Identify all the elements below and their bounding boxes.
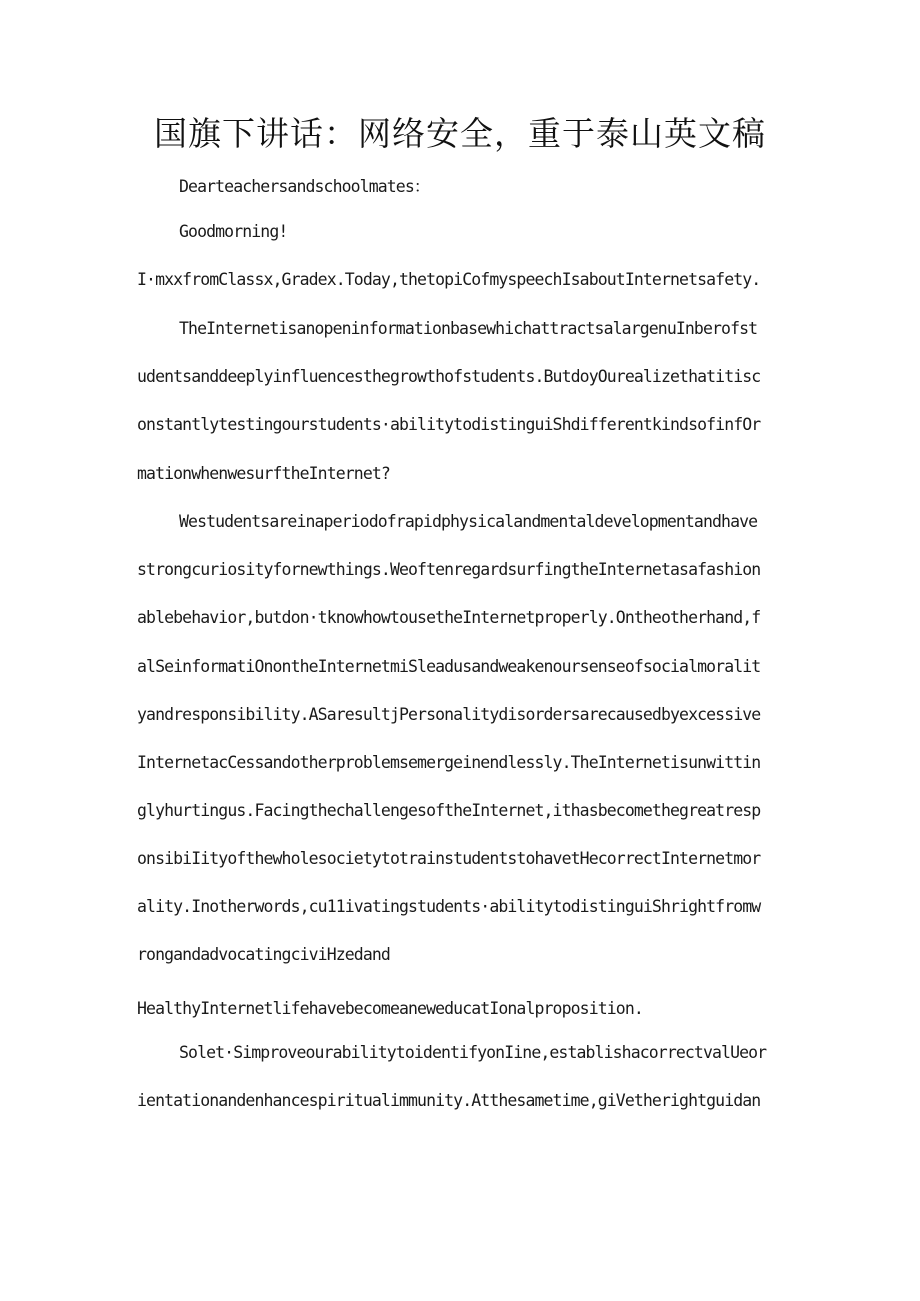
salutation-line: Dearteachersandschoolmates： bbox=[179, 177, 430, 196]
paragraph-4-line-2: ientationandenhancespiritualimmunity.Atthesametime,giVetherightguidan bbox=[137, 1091, 761, 1110]
paragraph-2-line-7: glyhurtingus.FacingthechallengesoftheInternet,ithasbecomethegreatresp bbox=[137, 801, 761, 820]
paragraph-2-line-1: Westudentsareinaperiodofrapidphysicalandmentaldevelopmentandhave bbox=[179, 512, 758, 531]
paragraph-2-line-5: yandresponsibility.ASaresultjPersonalitydisordersarecausedbyexcessive bbox=[137, 705, 761, 724]
paragraph-1-line-4: mationwhenwesurftheInternet? bbox=[137, 464, 390, 483]
paragraph-3-line-1: HealthyInternetlifehavebecomeaneweducatIonalproposition. bbox=[137, 999, 643, 1018]
paragraph-2-line-9: ality.Inotherwords,cu11ivatingstudents·abilitytodistinguiShrightfromw bbox=[137, 897, 761, 916]
paragraph-1-line-1: TheInternetisanopeninformationbasewhichattractsalargenuInberofst bbox=[179, 319, 758, 338]
intro-line: I·mxxfromClassx,Gradex.Today,thetopiCofmyspeechIsaboutInternetsafety. bbox=[137, 270, 761, 289]
paragraph-2-line-10: rongandadvocatingciviHzedand bbox=[137, 945, 390, 964]
paragraph-2-line-6: InternetacCessandotherproblemsemergeinendlessly.TheInternetisunwittin bbox=[137, 753, 761, 772]
greeting-line: Goodmorning! bbox=[179, 222, 288, 241]
paragraph-2-line-4: alSeinformatiOnontheInternetmiSleadusandweakenoursenseofsocialmoralit bbox=[137, 657, 761, 676]
paragraph-1-line-3: onstantlytestingourstudents·abilitytodistinguiShdifferentkindsofinfOr bbox=[137, 415, 761, 434]
paragraph-2-line-8: onsibiIityofthewholesocietytotrainstudentstohavetHecorrectInternetmor bbox=[137, 849, 761, 868]
document-title: 国旗下讲话：网络安全，重于泰山英文稿 bbox=[154, 114, 766, 153]
paragraph-2-line-2: strongcuriosityfornewthings.WeoftenregardsurfingtheInternetasafashion bbox=[137, 560, 761, 579]
paragraph-1-line-2: udentsanddeeplyinfluencesthegrowthofstudents.ButdoyOurealizethatitisc bbox=[137, 367, 761, 386]
paragraph-2-line-3: ablebehavior,butdon·tknowhowtousetheInternetproperly.Ontheotherhand,f bbox=[137, 608, 761, 627]
paragraph-4-line-1: Solet·SimproveourabilitytoidentifyonIine,establishacorrectvalUeor bbox=[179, 1043, 767, 1062]
